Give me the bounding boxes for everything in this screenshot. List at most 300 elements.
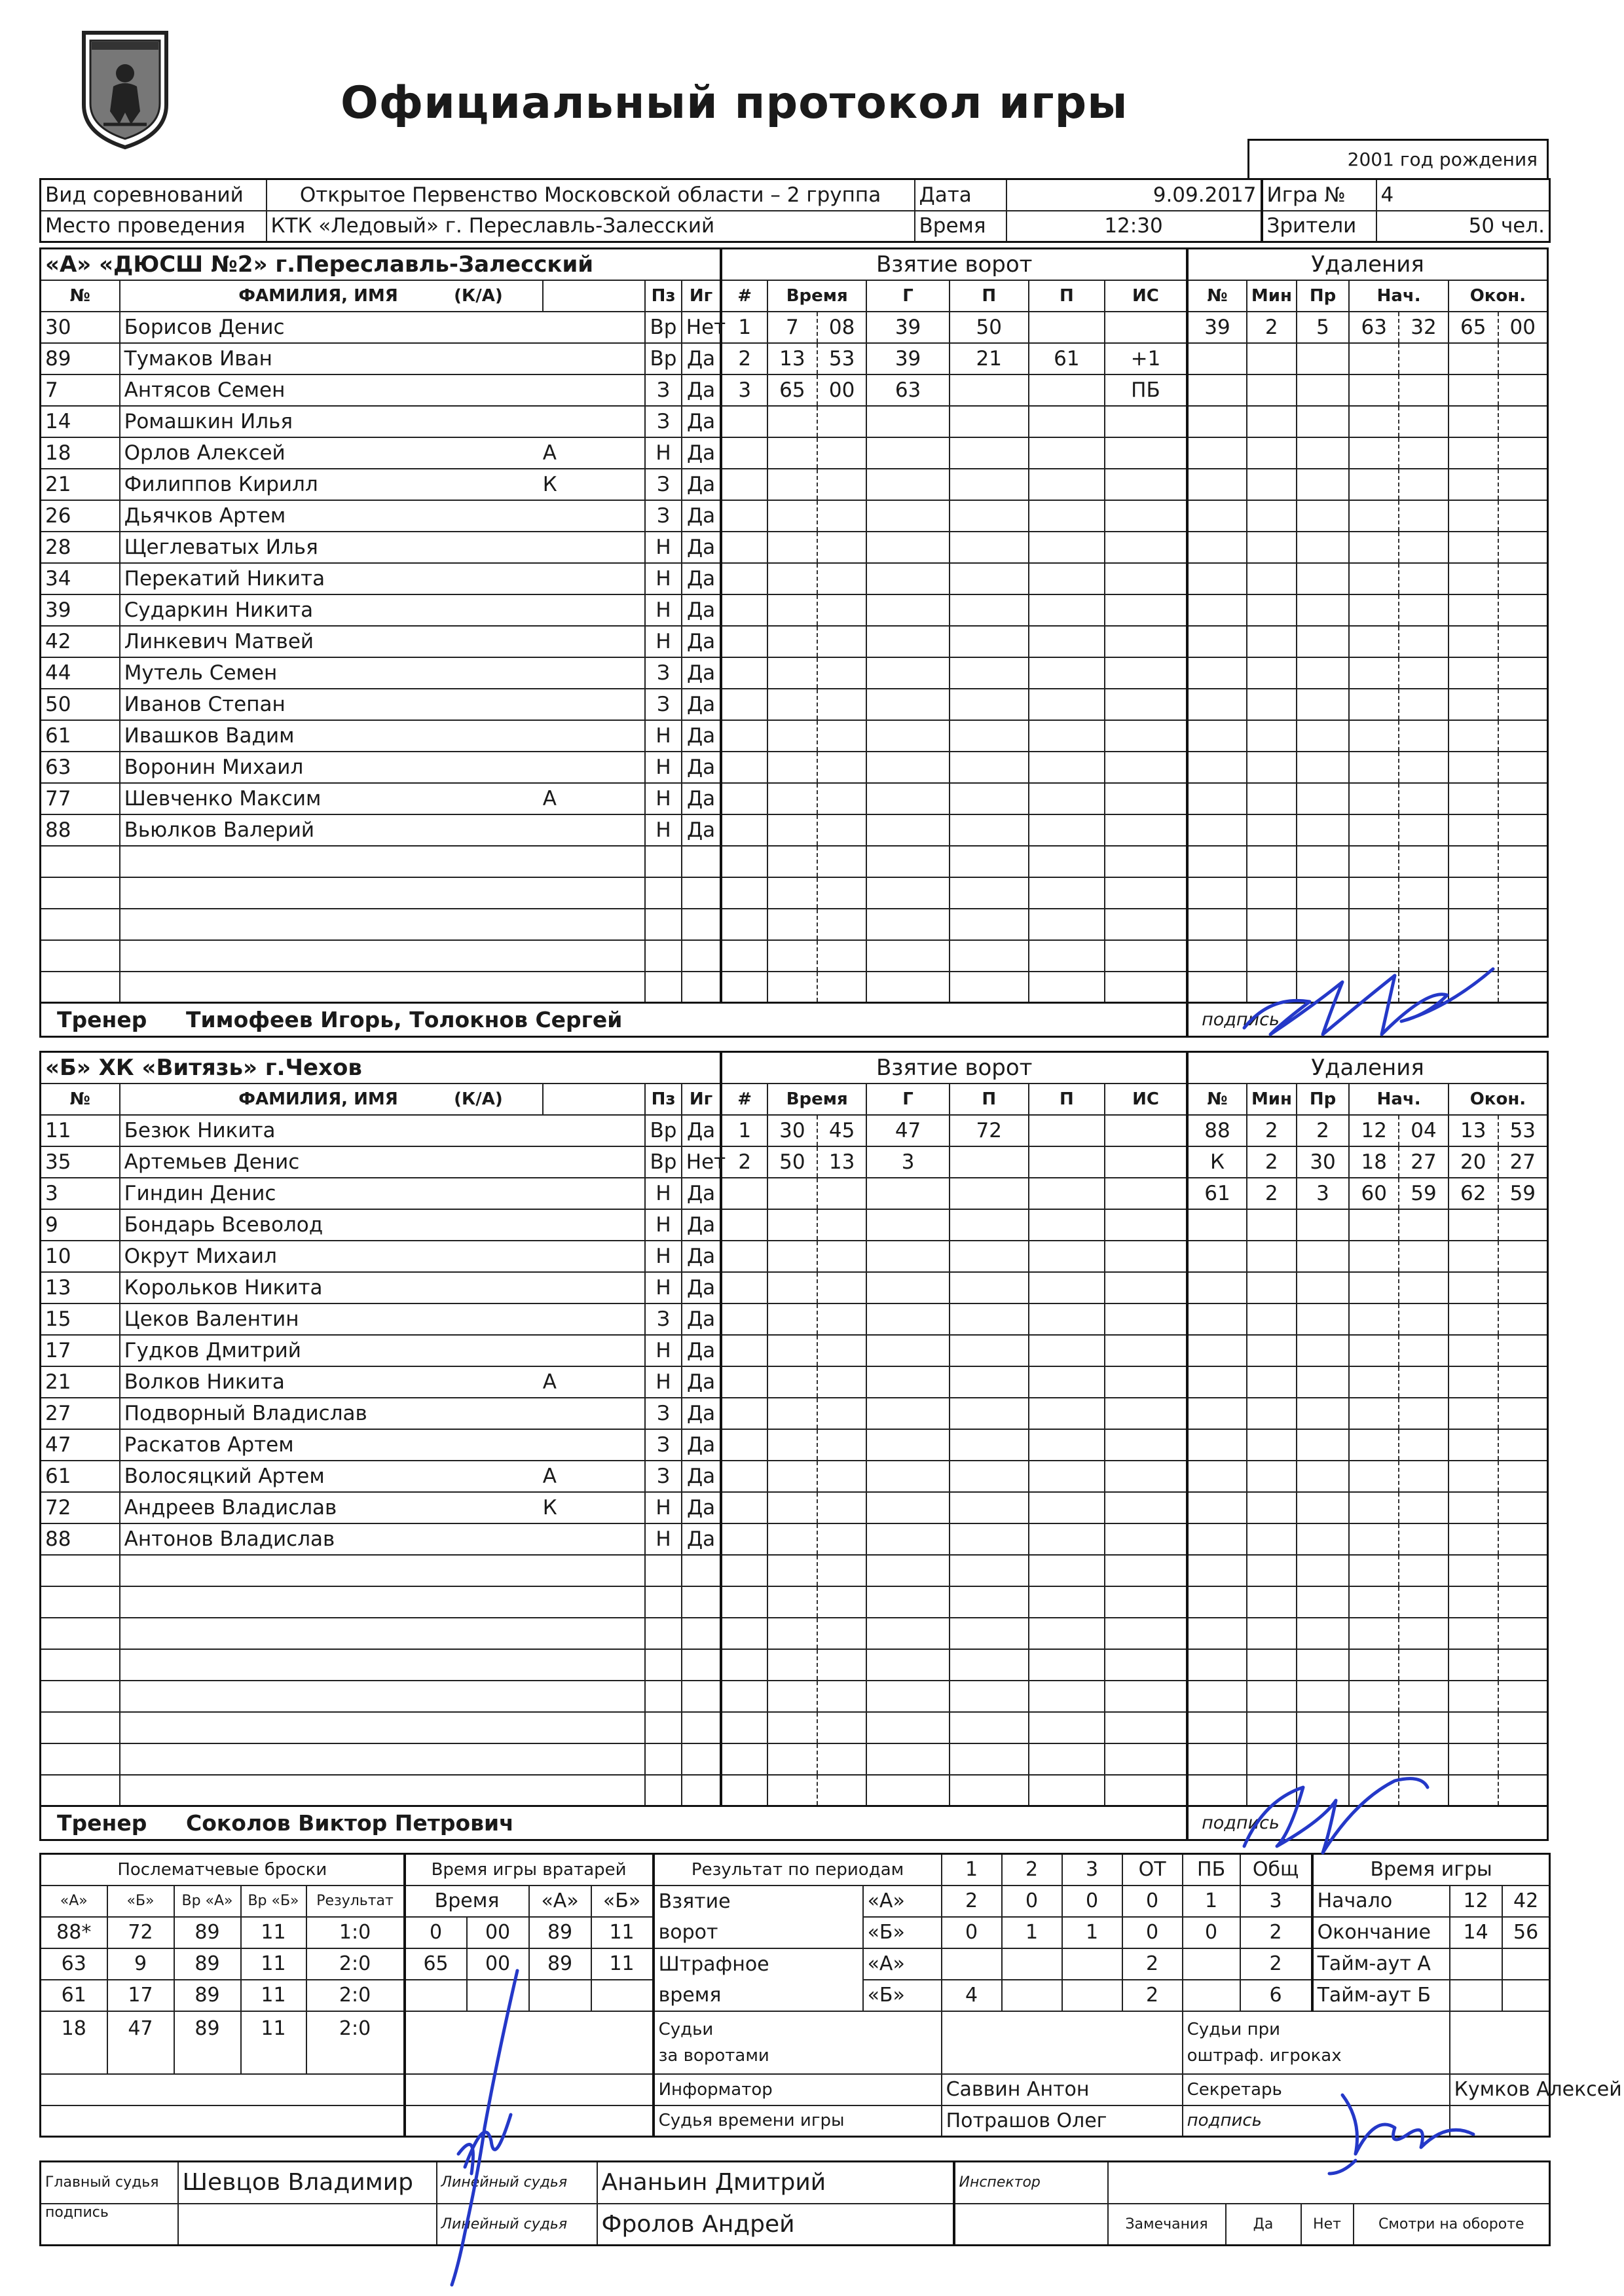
goal-number — [721, 563, 767, 594]
goal-number: 3 — [721, 374, 767, 406]
player-position: Вр — [645, 343, 682, 374]
penalty-end-sec — [1498, 1366, 1548, 1398]
penalty-minutes — [1247, 1461, 1297, 1492]
competition-value: Открытое Первенство Московской области – 2 группа — [267, 179, 915, 211]
penalty-minutes: 2 — [1247, 312, 1297, 343]
player-number: 61 — [41, 720, 120, 752]
player-role — [543, 846, 645, 877]
player-position: Н — [645, 1241, 682, 1272]
goal-scorer — [866, 1775, 949, 1806]
pen-b-p2 — [1002, 1980, 1062, 2011]
penalty-start-min — [1349, 1743, 1399, 1775]
penalty-end-min — [1449, 1209, 1498, 1241]
so-row4-b: 47 — [107, 2011, 174, 2074]
player-role — [543, 1586, 645, 1618]
player-name: Мутель Семен — [120, 657, 543, 689]
penalty-end-sec — [1498, 374, 1548, 406]
penalty-reason — [1297, 1398, 1350, 1429]
penalty-start-min — [1349, 877, 1399, 909]
penalty-reason: 2 — [1297, 1115, 1350, 1146]
penalty-end-min — [1449, 374, 1498, 406]
goal-minute — [767, 1555, 817, 1586]
goal-assist-1 — [950, 909, 1029, 940]
penalty-minutes — [1247, 626, 1297, 657]
player-position — [645, 940, 682, 972]
penalty-start-sec — [1399, 877, 1449, 909]
goal-minute — [767, 940, 817, 972]
player-role — [543, 374, 645, 406]
player-name: Волосяцкий Артем — [120, 1461, 543, 1492]
goal-second — [817, 752, 867, 783]
player-position: З — [645, 500, 682, 532]
penalty-start-min: 12 — [1349, 1115, 1399, 1146]
goal-assist-2 — [1029, 1115, 1105, 1146]
coach-name: Соколов Виктор Петрович — [186, 1810, 514, 1836]
penalty-player — [1187, 1743, 1247, 1775]
penalty-end-sec — [1498, 1492, 1548, 1523]
goal-situation: +1 — [1105, 343, 1187, 374]
player-name: Подворный Владислав — [120, 1398, 543, 1429]
penalty-label-2: время — [654, 1980, 863, 2011]
penalty-reason — [1297, 1555, 1350, 1586]
col-goal-hash: # — [721, 280, 767, 312]
coach-row — [41, 1003, 1188, 1037]
penalty-reason — [1297, 469, 1350, 500]
player-row — [41, 532, 1548, 563]
goal-scorer — [866, 783, 949, 814]
player-role — [543, 343, 645, 374]
player-row — [41, 1649, 1548, 1681]
penalty-player: 61 — [1187, 1178, 1247, 1209]
player-name: Перекатий Никита — [120, 563, 543, 594]
player-number — [41, 1586, 120, 1618]
penalty-start-sec — [1399, 752, 1449, 783]
player-played: Да — [682, 532, 722, 563]
timeout-b-value — [1450, 1980, 1502, 2011]
goal-situation — [1105, 1775, 1187, 1806]
page-title: Официальный протокол игры — [341, 77, 1128, 129]
goal-second: 53 — [817, 343, 867, 374]
goal-number — [721, 1712, 767, 1743]
spectators-label: Зрители — [1262, 211, 1376, 242]
goal-minute — [767, 657, 817, 689]
player-row — [41, 594, 1548, 626]
referees-table — [39, 2160, 1551, 2246]
goal-assist-1 — [950, 626, 1029, 657]
goal-situation — [1105, 1115, 1187, 1146]
goal-assist-2 — [1029, 814, 1105, 846]
period-so-header: ПБ — [1183, 1854, 1240, 1886]
goal-situation — [1105, 1712, 1187, 1743]
goal-assist-2 — [1029, 1586, 1105, 1618]
goal-second — [817, 406, 867, 437]
goal-situation — [1105, 1146, 1187, 1178]
penalty-minutes — [1247, 406, 1297, 437]
goal-assist-1 — [950, 940, 1029, 972]
penalty-end-sec — [1498, 1775, 1548, 1806]
player-role — [543, 1146, 645, 1178]
player-row — [41, 563, 1548, 594]
goal-second — [817, 626, 867, 657]
goal-situation — [1105, 532, 1187, 563]
player-position: Вр — [645, 312, 682, 343]
goal-minute — [767, 1272, 817, 1303]
goal-assist-2 — [1029, 720, 1105, 752]
goal-number — [721, 814, 767, 846]
player-role: А — [543, 1366, 645, 1398]
player-played: Да — [682, 1272, 722, 1303]
player-role — [543, 626, 645, 657]
player-role — [543, 972, 645, 1003]
penalty-minutes — [1247, 752, 1297, 783]
player-position: З — [645, 1461, 682, 1492]
goal-minute — [767, 1586, 817, 1618]
player-number: 47 — [41, 1429, 120, 1461]
gk-empty-row — [405, 2011, 654, 2074]
penalty-start-sec — [1399, 469, 1449, 500]
penalty-minutes: 2 — [1247, 1146, 1297, 1178]
so-row4-a: 18 — [41, 2011, 107, 2074]
penalty-minutes — [1247, 1303, 1297, 1335]
player-number — [41, 846, 120, 877]
penalty-end-min — [1449, 1429, 1498, 1461]
goal-assist-1 — [950, 1618, 1029, 1649]
gk-row2-b: 11 — [591, 1948, 654, 1980]
player-played — [682, 909, 722, 940]
goal-number — [721, 1523, 767, 1555]
goal-second — [817, 972, 867, 1003]
player-number — [41, 1775, 120, 1806]
penalty-start-sec — [1399, 532, 1449, 563]
goal-number — [721, 1618, 767, 1649]
goal-minute — [767, 1241, 817, 1272]
penalty-end-min — [1449, 783, 1498, 814]
goal-situation — [1105, 437, 1187, 469]
col-ka-label: (К/А) — [454, 1089, 503, 1109]
penalty-player — [1187, 437, 1247, 469]
player-name: Ивашков Вадим — [120, 720, 543, 752]
penalties-section-title: Удаления — [1187, 249, 1547, 280]
so-row1-gka: 89 — [174, 1917, 241, 1948]
player-played: Нет — [682, 312, 722, 343]
player-position: Н — [645, 814, 682, 846]
penalty-reason — [1297, 1712, 1350, 1743]
penalty-end-min — [1449, 1461, 1498, 1492]
so-row1-b: 72 — [107, 1917, 174, 1948]
goal-scorer — [866, 1429, 949, 1461]
col-ka-label: (К/А) — [454, 285, 503, 306]
goal-assist-1 — [950, 689, 1029, 720]
player-row — [41, 406, 1548, 437]
remarks-no: Нет — [1301, 2204, 1354, 2246]
penalty-end-sec — [1498, 437, 1548, 469]
penalty-start-sec: 04 — [1399, 1115, 1449, 1146]
penalty-end-min — [1449, 909, 1498, 940]
penalty-player — [1187, 374, 1247, 406]
player-number: 44 — [41, 657, 120, 689]
end-minutes: 56 — [1502, 1917, 1550, 1948]
player-played — [682, 1586, 722, 1618]
player-name: Бондарь Всеволод — [120, 1209, 543, 1241]
goal-situation — [1105, 626, 1187, 657]
penalty-minutes — [1247, 1681, 1297, 1712]
goal-scorer — [866, 1398, 949, 1429]
player-row — [41, 909, 1548, 940]
player-number — [41, 1649, 120, 1681]
goal-minute — [767, 626, 817, 657]
player-row — [41, 814, 1548, 846]
goal-situation — [1105, 689, 1187, 720]
player-played: Да — [682, 469, 722, 500]
so-empty-6 — [41, 2105, 405, 2137]
start-hours: 12 — [1450, 1886, 1502, 1917]
gk-header-a: «А» — [529, 1886, 591, 1917]
goals-b-total: 2 — [1240, 1917, 1312, 1948]
penalty-start-min — [1349, 1555, 1399, 1586]
player-position: Н — [645, 594, 682, 626]
goal-assist-2 — [1029, 1492, 1105, 1523]
goal-scorer — [866, 1241, 949, 1272]
penalty-start-sec — [1399, 1429, 1449, 1461]
penalty-start-sec: 32 — [1399, 312, 1449, 343]
penalty-reason — [1297, 1241, 1350, 1272]
goal-assist-1 — [950, 1303, 1029, 1335]
player-position: Н — [645, 1492, 682, 1523]
goal-assist-1 — [950, 720, 1029, 752]
penalty-minutes — [1247, 909, 1297, 940]
player-name — [120, 1618, 543, 1649]
penalty-end-min — [1449, 940, 1498, 972]
gk-row1-min: 0 — [405, 1917, 467, 1948]
informer-label: Информатор — [654, 2074, 942, 2105]
penalty-end-min — [1449, 1523, 1498, 1555]
goal-assist-1 — [950, 1492, 1029, 1523]
period-1-header: 1 — [942, 1854, 1002, 1886]
penalty-start-min: 60 — [1349, 1178, 1399, 1209]
player-role — [543, 406, 645, 437]
goal-assist-2 — [1029, 657, 1105, 689]
penalty-reason — [1297, 1618, 1350, 1649]
so-row3-b: 17 — [107, 1980, 174, 2011]
player-role — [543, 1555, 645, 1586]
goal-scorer — [866, 469, 949, 500]
pen-a-p2 — [1002, 1948, 1062, 1980]
penalty-reason — [1297, 343, 1350, 374]
goal-number — [721, 500, 767, 532]
goal-number — [721, 1303, 767, 1335]
goal-assist-2 — [1029, 1335, 1105, 1366]
player-row — [41, 1146, 1548, 1178]
goal-assist-2 — [1029, 1241, 1105, 1272]
pen-a-p3 — [1062, 1948, 1122, 1980]
penalty-reason — [1297, 1461, 1350, 1492]
summary-table — [39, 1853, 1622, 2138]
penalty-minutes — [1247, 814, 1297, 846]
col-ig: Иг — [682, 280, 722, 312]
penalty-start-sec — [1399, 563, 1449, 594]
player-position: Н — [645, 783, 682, 814]
penalty-player — [1187, 1398, 1247, 1429]
goal-assist-2 — [1029, 1649, 1105, 1681]
goal-situation — [1105, 877, 1187, 909]
penalty-end-sec: 53 — [1498, 1115, 1548, 1146]
penalty-end-sec — [1498, 940, 1548, 972]
goal-assist-1: 72 — [950, 1115, 1029, 1146]
penalty-end-sec — [1498, 1586, 1548, 1618]
penalty-start-sec — [1399, 1681, 1449, 1712]
penalty-start-sec — [1399, 626, 1449, 657]
player-row — [41, 877, 1548, 909]
goal-situation — [1105, 1649, 1187, 1681]
penalty-end-sec — [1498, 1555, 1548, 1586]
player-row — [41, 1523, 1548, 1555]
goal-second — [817, 1209, 867, 1241]
penalty-start-sec — [1399, 374, 1449, 406]
goal-number — [721, 752, 767, 783]
player-played: Да — [682, 437, 722, 469]
goal-assist-2: 61 — [1029, 343, 1105, 374]
penalty-start-sec — [1399, 437, 1449, 469]
goal-assist-1 — [950, 1712, 1029, 1743]
player-played — [682, 1555, 722, 1586]
goal-assist-1 — [950, 1398, 1029, 1429]
col-ig: Иг — [682, 1084, 722, 1115]
goal-scorer — [866, 846, 949, 877]
goal-number — [721, 626, 767, 657]
goal-minute — [767, 972, 817, 1003]
goal-scorer — [866, 752, 949, 783]
penalty-reason — [1297, 972, 1350, 1003]
goal-assist-2 — [1029, 469, 1105, 500]
penalty-end-sec — [1498, 972, 1548, 1003]
penalty-reason — [1297, 1335, 1350, 1366]
player-number: 3 — [41, 1178, 120, 1209]
goal-assist-1 — [950, 846, 1029, 877]
so-header-result: Результат — [306, 1886, 405, 1917]
spectators-value: 50 чел. — [1376, 211, 1550, 242]
goal-minute: 13 — [767, 343, 817, 374]
penalty-player — [1187, 626, 1247, 657]
goal-situation — [1105, 909, 1187, 940]
penalty-reason — [1297, 406, 1350, 437]
penalty-end-min — [1449, 1366, 1498, 1398]
goal-number — [721, 877, 767, 909]
player-row — [41, 1775, 1548, 1806]
player-row — [41, 972, 1548, 1003]
goal-assist-2 — [1029, 846, 1105, 877]
goal-number — [721, 1586, 767, 1618]
penalty-player — [1187, 752, 1247, 783]
player-position: Н — [645, 1523, 682, 1555]
so-header-a: «А» — [41, 1886, 107, 1917]
player-position: З — [645, 469, 682, 500]
player-number — [41, 1712, 120, 1743]
penalty-minutes — [1247, 1618, 1297, 1649]
penalty-end-min — [1449, 846, 1498, 877]
penalty-reason — [1297, 752, 1350, 783]
goal-minute — [767, 532, 817, 563]
penalty-reason — [1297, 1366, 1350, 1398]
col-goal-scorer: Г — [866, 280, 949, 312]
player-role — [543, 1115, 645, 1146]
penalty-reason — [1297, 1586, 1350, 1618]
penalty-start-min — [1349, 783, 1399, 814]
penalty-start-min — [1349, 1649, 1399, 1681]
col-pen-start: Нач. — [1349, 1084, 1448, 1115]
goal-assist-2 — [1029, 1366, 1105, 1398]
penalty-start-sec — [1399, 972, 1449, 1003]
goal-scorer — [866, 1492, 949, 1523]
player-role — [543, 1618, 645, 1649]
goal-judges-label-1: Судьи — [658, 2019, 714, 2039]
penalty-end-sec — [1498, 532, 1548, 563]
player-row — [41, 1115, 1548, 1146]
goal-second — [817, 1586, 867, 1618]
player-played: Да — [682, 1209, 722, 1241]
secretary-value: Кумков Алексей — [1450, 2074, 1550, 2105]
goal-second — [817, 1335, 867, 1366]
player-position — [645, 1681, 682, 1712]
col-number: № — [41, 280, 120, 312]
goal-minute — [767, 752, 817, 783]
player-name: Линкевич Матвей — [120, 626, 543, 657]
penalty-start-min — [1349, 374, 1399, 406]
penalty-start-sec: 59 — [1399, 1178, 1449, 1209]
penalty-player — [1187, 1241, 1247, 1272]
penalty-end-min — [1449, 1398, 1498, 1429]
player-played — [682, 846, 722, 877]
player-position — [645, 1555, 682, 1586]
coach-label: Тренер — [57, 1810, 147, 1836]
goal-number — [721, 469, 767, 500]
penalty-reason — [1297, 437, 1350, 469]
penalty-reason — [1297, 720, 1350, 752]
player-number: 77 — [41, 783, 120, 814]
col-name — [120, 280, 543, 312]
penalty-end-sec — [1498, 846, 1548, 877]
date-value: 9.09.2017 — [1006, 179, 1262, 211]
linesman-1-label: Линейный судья — [437, 2162, 597, 2204]
penalty-end-min — [1449, 814, 1498, 846]
end-hours: 14 — [1450, 1917, 1502, 1948]
goal-assist-1 — [950, 437, 1029, 469]
coach-sign-label: подпись — [1187, 1003, 1547, 1037]
penalty-reason — [1297, 1681, 1350, 1712]
goal-scorer: 63 — [866, 374, 949, 406]
game-info-table — [39, 178, 1551, 243]
goal-second — [817, 1712, 867, 1743]
team-name: «Б» ХК «Витязь» г.Чехов — [41, 1052, 722, 1084]
penalty-player — [1187, 1209, 1247, 1241]
goal-minute — [767, 1712, 817, 1743]
goal-number — [721, 940, 767, 972]
penalty-minutes — [1247, 689, 1297, 720]
goal-second — [817, 1178, 867, 1209]
penalty-reason — [1297, 1523, 1350, 1555]
player-name: Ромашкин Илья — [120, 406, 543, 437]
goal-number — [721, 1209, 767, 1241]
timeout-a-value2 — [1502, 1948, 1550, 1980]
penalty-minutes — [1247, 1241, 1297, 1272]
player-name: Окрут Михаил — [120, 1241, 543, 1272]
goal-minute — [767, 594, 817, 626]
goal-assist-1 — [950, 657, 1029, 689]
player-role: А — [543, 1461, 645, 1492]
goal-minute: 30 — [767, 1115, 817, 1146]
player-number: 34 — [41, 563, 120, 594]
player-role — [543, 1209, 645, 1241]
player-row — [41, 1555, 1548, 1586]
